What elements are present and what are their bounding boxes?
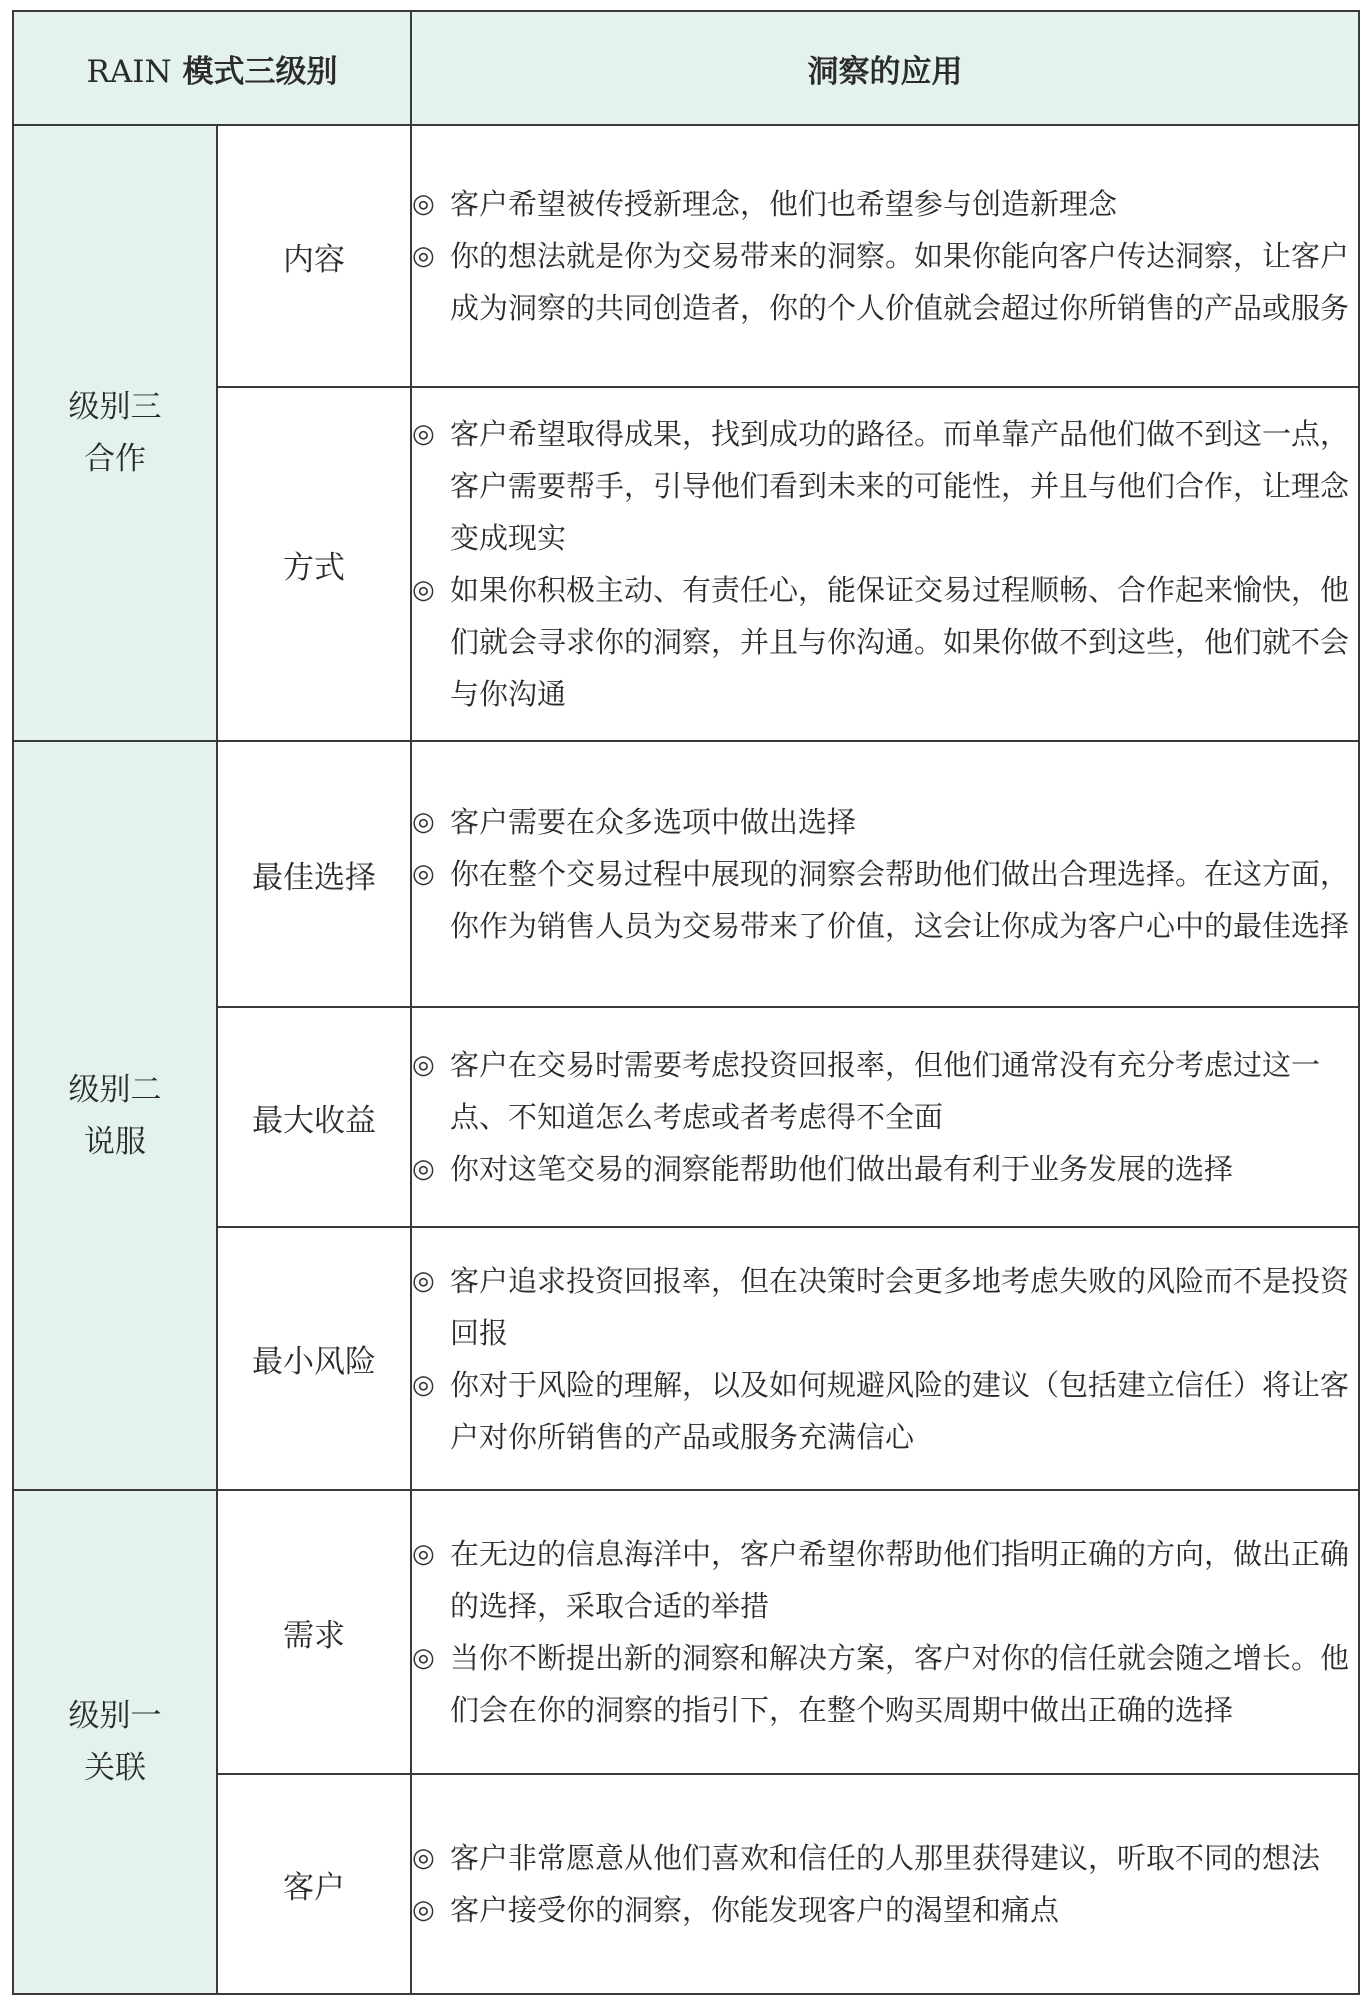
table-row — [13, 741, 1359, 1007]
level-subtitle: 合作 — [84, 441, 146, 477]
insight-content — [411, 1007, 1359, 1227]
bullet-text: 客户希望取得成果，找到成功的路径。而单靠产品他们做不到这一点，客户需要帮手，引导他们看到未来的可能性，并且与他们合作，让理念变成现实 — [450, 417, 1350, 555]
bullet-text: 客户在交易时需要考虑投资回报率，但他们通常没有充分考虑过这一点、不知道怎么考虑或者考虑得不全面 — [450, 1048, 1321, 1134]
bullet-item — [412, 564, 1358, 720]
bullet-mark: ◎ — [412, 575, 435, 605]
level-cell — [13, 125, 217, 741]
bullet-text: 客户追求投资回报率，但在决策时会更多地考虑失败的风险而不是投资回报 — [450, 1263, 1350, 1350]
bullet-item — [412, 1832, 1358, 1884]
bullet-text: 如果你积极主动、有责任心，能保证交易过程顺畅、合作起来愉快，他们就会寻求你的洞察，并且与你沟通。如果你做不到这些，他们就不会与你沟通 — [450, 573, 1350, 711]
header-levels — [13, 11, 411, 125]
bullet-text: 你对于风险的理解，以及如何规避风险的建议（包括建立信任）将让客户对你所销售的产品或服务充满信心 — [450, 1367, 1350, 1454]
bullet-mark: ◎ — [412, 241, 435, 271]
bullet-mark: ◎ — [412, 1154, 435, 1184]
header-levels-latin: RAIN — [86, 53, 172, 90]
level-name: 级别三 — [68, 389, 162, 425]
bullet-mark: ◎ — [412, 1265, 435, 1296]
dimension-label: 最大收益 — [217, 1007, 411, 1227]
dimension-label: 内容 — [217, 125, 411, 387]
bullet-mark: ◎ — [412, 807, 435, 837]
bullet-mark: ◎ — [412, 419, 435, 449]
bullet-item — [412, 1039, 1358, 1143]
level-subtitle: 说服 — [84, 1123, 146, 1160]
table-header-row — [13, 11, 1359, 125]
bullet-item — [412, 796, 1358, 848]
dimension-label: 最小风险 — [217, 1227, 411, 1490]
insight-content — [411, 387, 1359, 741]
level-name: 级别二 — [68, 1071, 162, 1108]
insight-content — [411, 1490, 1359, 1774]
rain-insight-table — [12, 10, 1360, 1995]
bullet-text: 客户接受你的洞察，你能发现客户的渴望和痛点 — [450, 1893, 1060, 1927]
bullet-item — [412, 1255, 1358, 1359]
bullet-text: 在无边的信息海洋中，客户希望你帮助他们指明正确的方向，做出正确的选择，采取合适的举措 — [450, 1537, 1350, 1623]
dimension-label: 最佳选择 — [217, 741, 411, 1007]
level-name: 级别一 — [68, 1698, 162, 1734]
bullet-item — [412, 848, 1358, 952]
insight-content — [411, 741, 1359, 1007]
dimension-label: 方式 — [217, 387, 411, 741]
bullet-mark: ◎ — [412, 859, 435, 889]
insight-content — [411, 1227, 1359, 1490]
bullet-item — [412, 1143, 1358, 1195]
header-levels-cjk: 模式三级别 — [171, 53, 338, 90]
bullet-text: 客户希望被传授新理念，他们也希望参与创造新理念 — [450, 187, 1118, 221]
level-cell — [13, 741, 217, 1490]
bullet-text: 当你不断提出新的洞察和解决方案，客户对你的信任就会随之增长。他们会在你的洞察的指引下，在整个购买周期中做出正确的选择 — [450, 1641, 1350, 1727]
bullet-item — [412, 230, 1358, 334]
header-insight-application: 洞察的应用 — [411, 11, 1359, 125]
bullet-item — [412, 1632, 1358, 1736]
bullet-mark: ◎ — [412, 1539, 435, 1569]
bullet-mark: ◎ — [412, 189, 435, 219]
insight-content — [411, 125, 1359, 387]
level-subtitle: 关联 — [84, 1750, 146, 1786]
bullet-mark: ◎ — [412, 1643, 435, 1673]
bullet-item — [412, 1884, 1358, 1936]
table-row — [13, 1490, 1359, 1774]
bullet-mark: ◎ — [412, 1050, 435, 1080]
bullet-item — [412, 1359, 1358, 1463]
bullet-text: 你对这笔交易的洞察能帮助他们做出最有利于业务发展的选择 — [450, 1152, 1234, 1186]
bullet-item — [412, 408, 1358, 564]
bullet-text: 客户需要在众多选项中做出选择 — [450, 805, 857, 839]
level-cell — [13, 1490, 217, 1994]
bullet-mark: ◎ — [412, 1843, 435, 1873]
bullet-item — [412, 178, 1358, 230]
bullet-mark: ◎ — [412, 1369, 435, 1400]
bullet-text: 你在整个交易过程中展现的洞察会帮助他们做出合理选择。在这方面，你作为销售人员为交易带来了价值，这会让你成为客户心中的最佳选择 — [450, 857, 1350, 943]
dimension-label: 客户 — [217, 1774, 411, 1994]
bullet-text: 客户非常愿意从他们喜欢和信任的人那里获得建议，听取不同的想法 — [450, 1841, 1321, 1875]
bullet-text: 你的想法就是你为交易带来的洞察。如果你能向客户传达洞察，让客户成为洞察的共同创造者，你的个人价值就会超过你所销售的产品或服务 — [450, 239, 1350, 325]
bullet-item — [412, 1528, 1358, 1632]
bullet-mark: ◎ — [412, 1895, 435, 1925]
table-row — [13, 125, 1359, 387]
dimension-label: 需求 — [217, 1490, 411, 1774]
insight-content — [411, 1774, 1359, 1994]
